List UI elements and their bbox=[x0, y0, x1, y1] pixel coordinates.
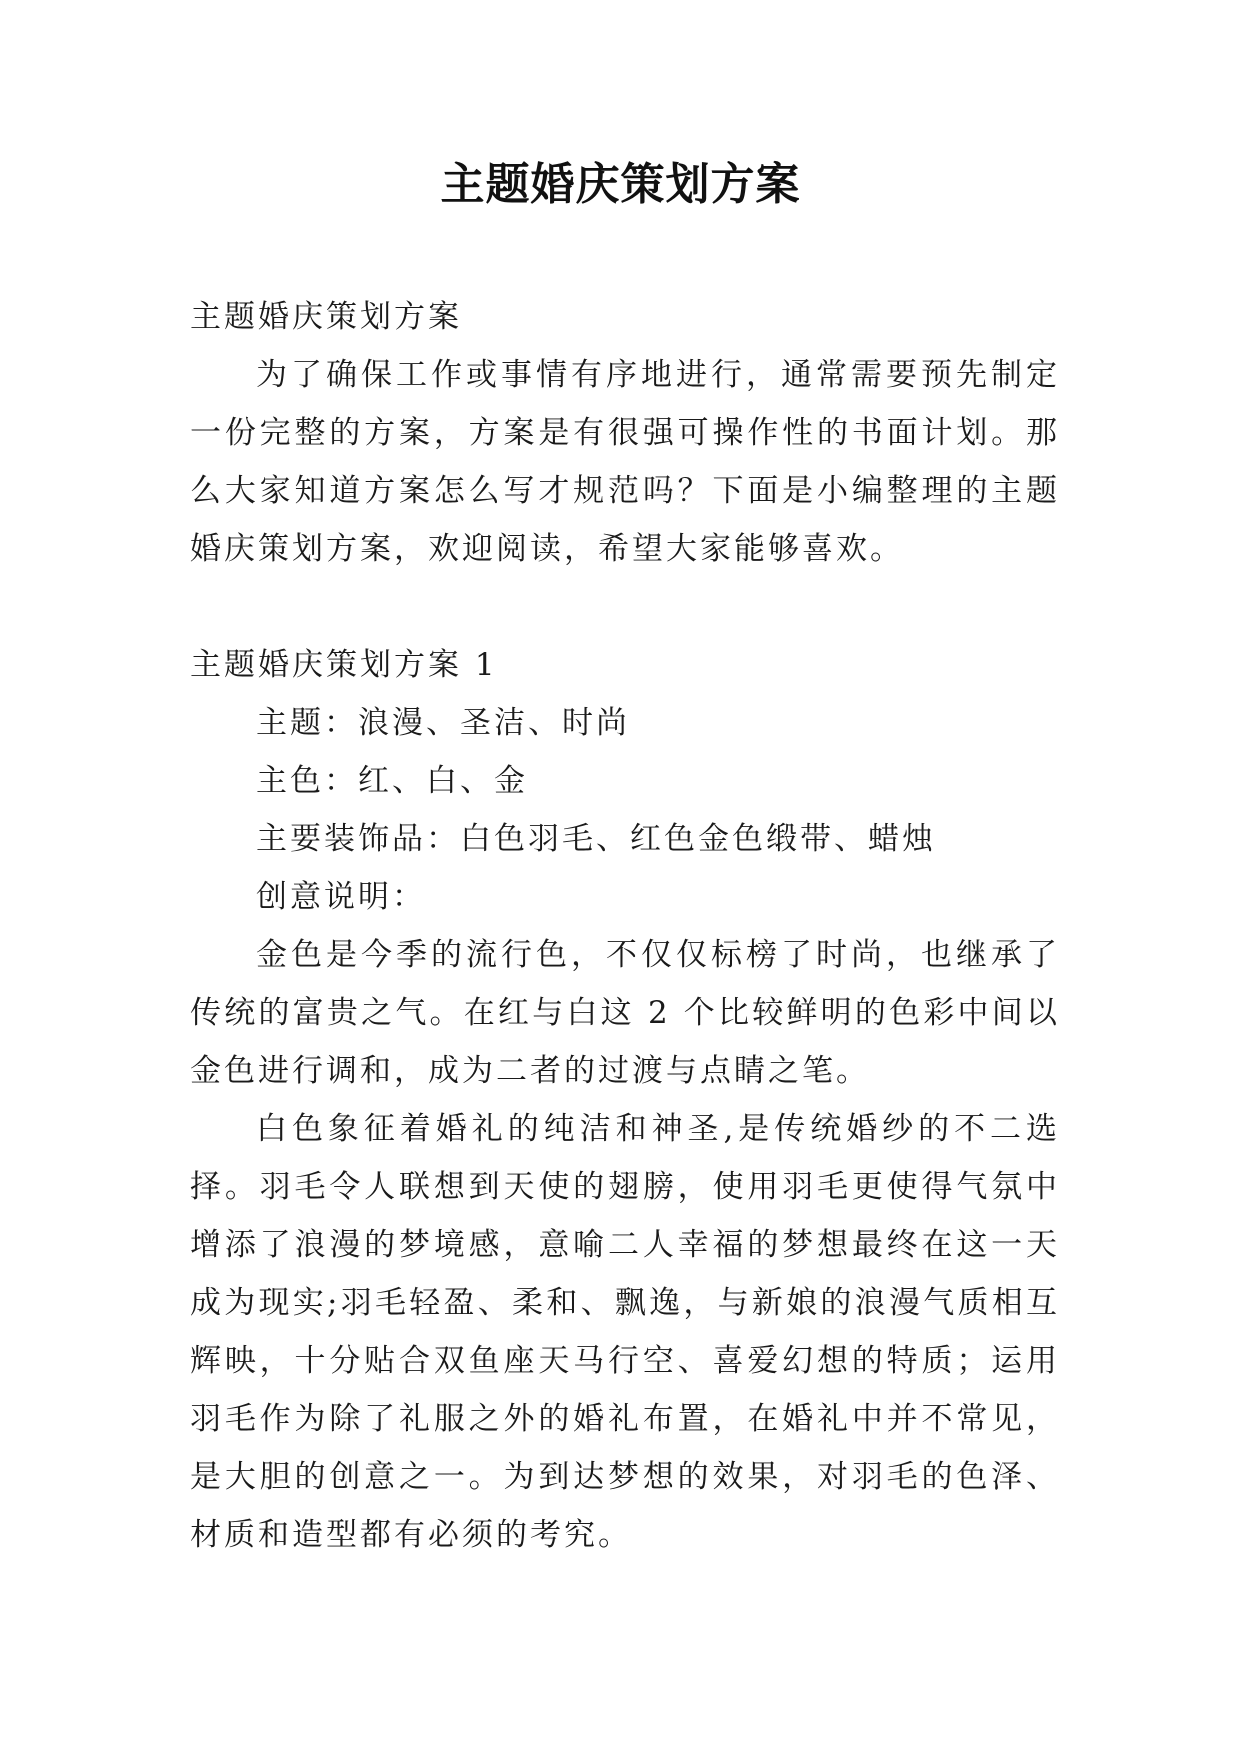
section-heading: 主题婚庆策划方案 bbox=[190, 299, 462, 335]
document-title: 主题婚庆策划方案 bbox=[440, 159, 801, 210]
body-paragraph: 白色象征着婚礼的纯洁和神圣,是传统婚纱的不二选择。羽毛令人联想到天使的翅膀，使用羽毛更使得气氛中增添了浪漫的梦境感，意喻二人幸福的梦想最终在这一天成为现实;羽毛轻盈、柔和、飘逸，与新娘的浪漫气质相互辉映，十分贴合双鱼座天马行空、喜爱幻想的特质；运用羽毛作为除了礼服之外的婚礼布置，在婚礼中并不常见，是大胆的创意之一。为到达梦想的效果，对羽毛的色泽、材质和造型都有必须的考究。 bbox=[190, 1111, 1060, 1553]
creative-heading: 创意说明： bbox=[256, 879, 426, 915]
document-body bbox=[190, 288, 1060, 1564]
intro-paragraph: 为了确保工作或事情有序地进行，通常需要预先制定一份完整的方案，方案是有很强可操作性的书面计划。那么大家知道方案怎么写才规范吗？下面是小编整理的主题婚庆策划方案，欢迎阅读，希望大家能够喜欢。 bbox=[190, 357, 1060, 567]
decoration-line: 主要装饰品：白色羽毛、红色金色缎带、蜡烛 bbox=[256, 821, 936, 857]
section-heading: 主题婚庆策划方案 1 bbox=[190, 647, 498, 683]
color-line: 主色：红、白、金 bbox=[256, 763, 528, 799]
theme-line: 主题：浪漫、圣洁、时尚 bbox=[256, 705, 630, 741]
body-paragraph: 金色是今季的流行色，不仅仅标榜了时尚，也继承了传统的富贵之气。在红与白这 2 个比较鲜明的色彩中间以金色进行调和，成为二者的过渡与点睛之笔。 bbox=[190, 937, 1060, 1089]
